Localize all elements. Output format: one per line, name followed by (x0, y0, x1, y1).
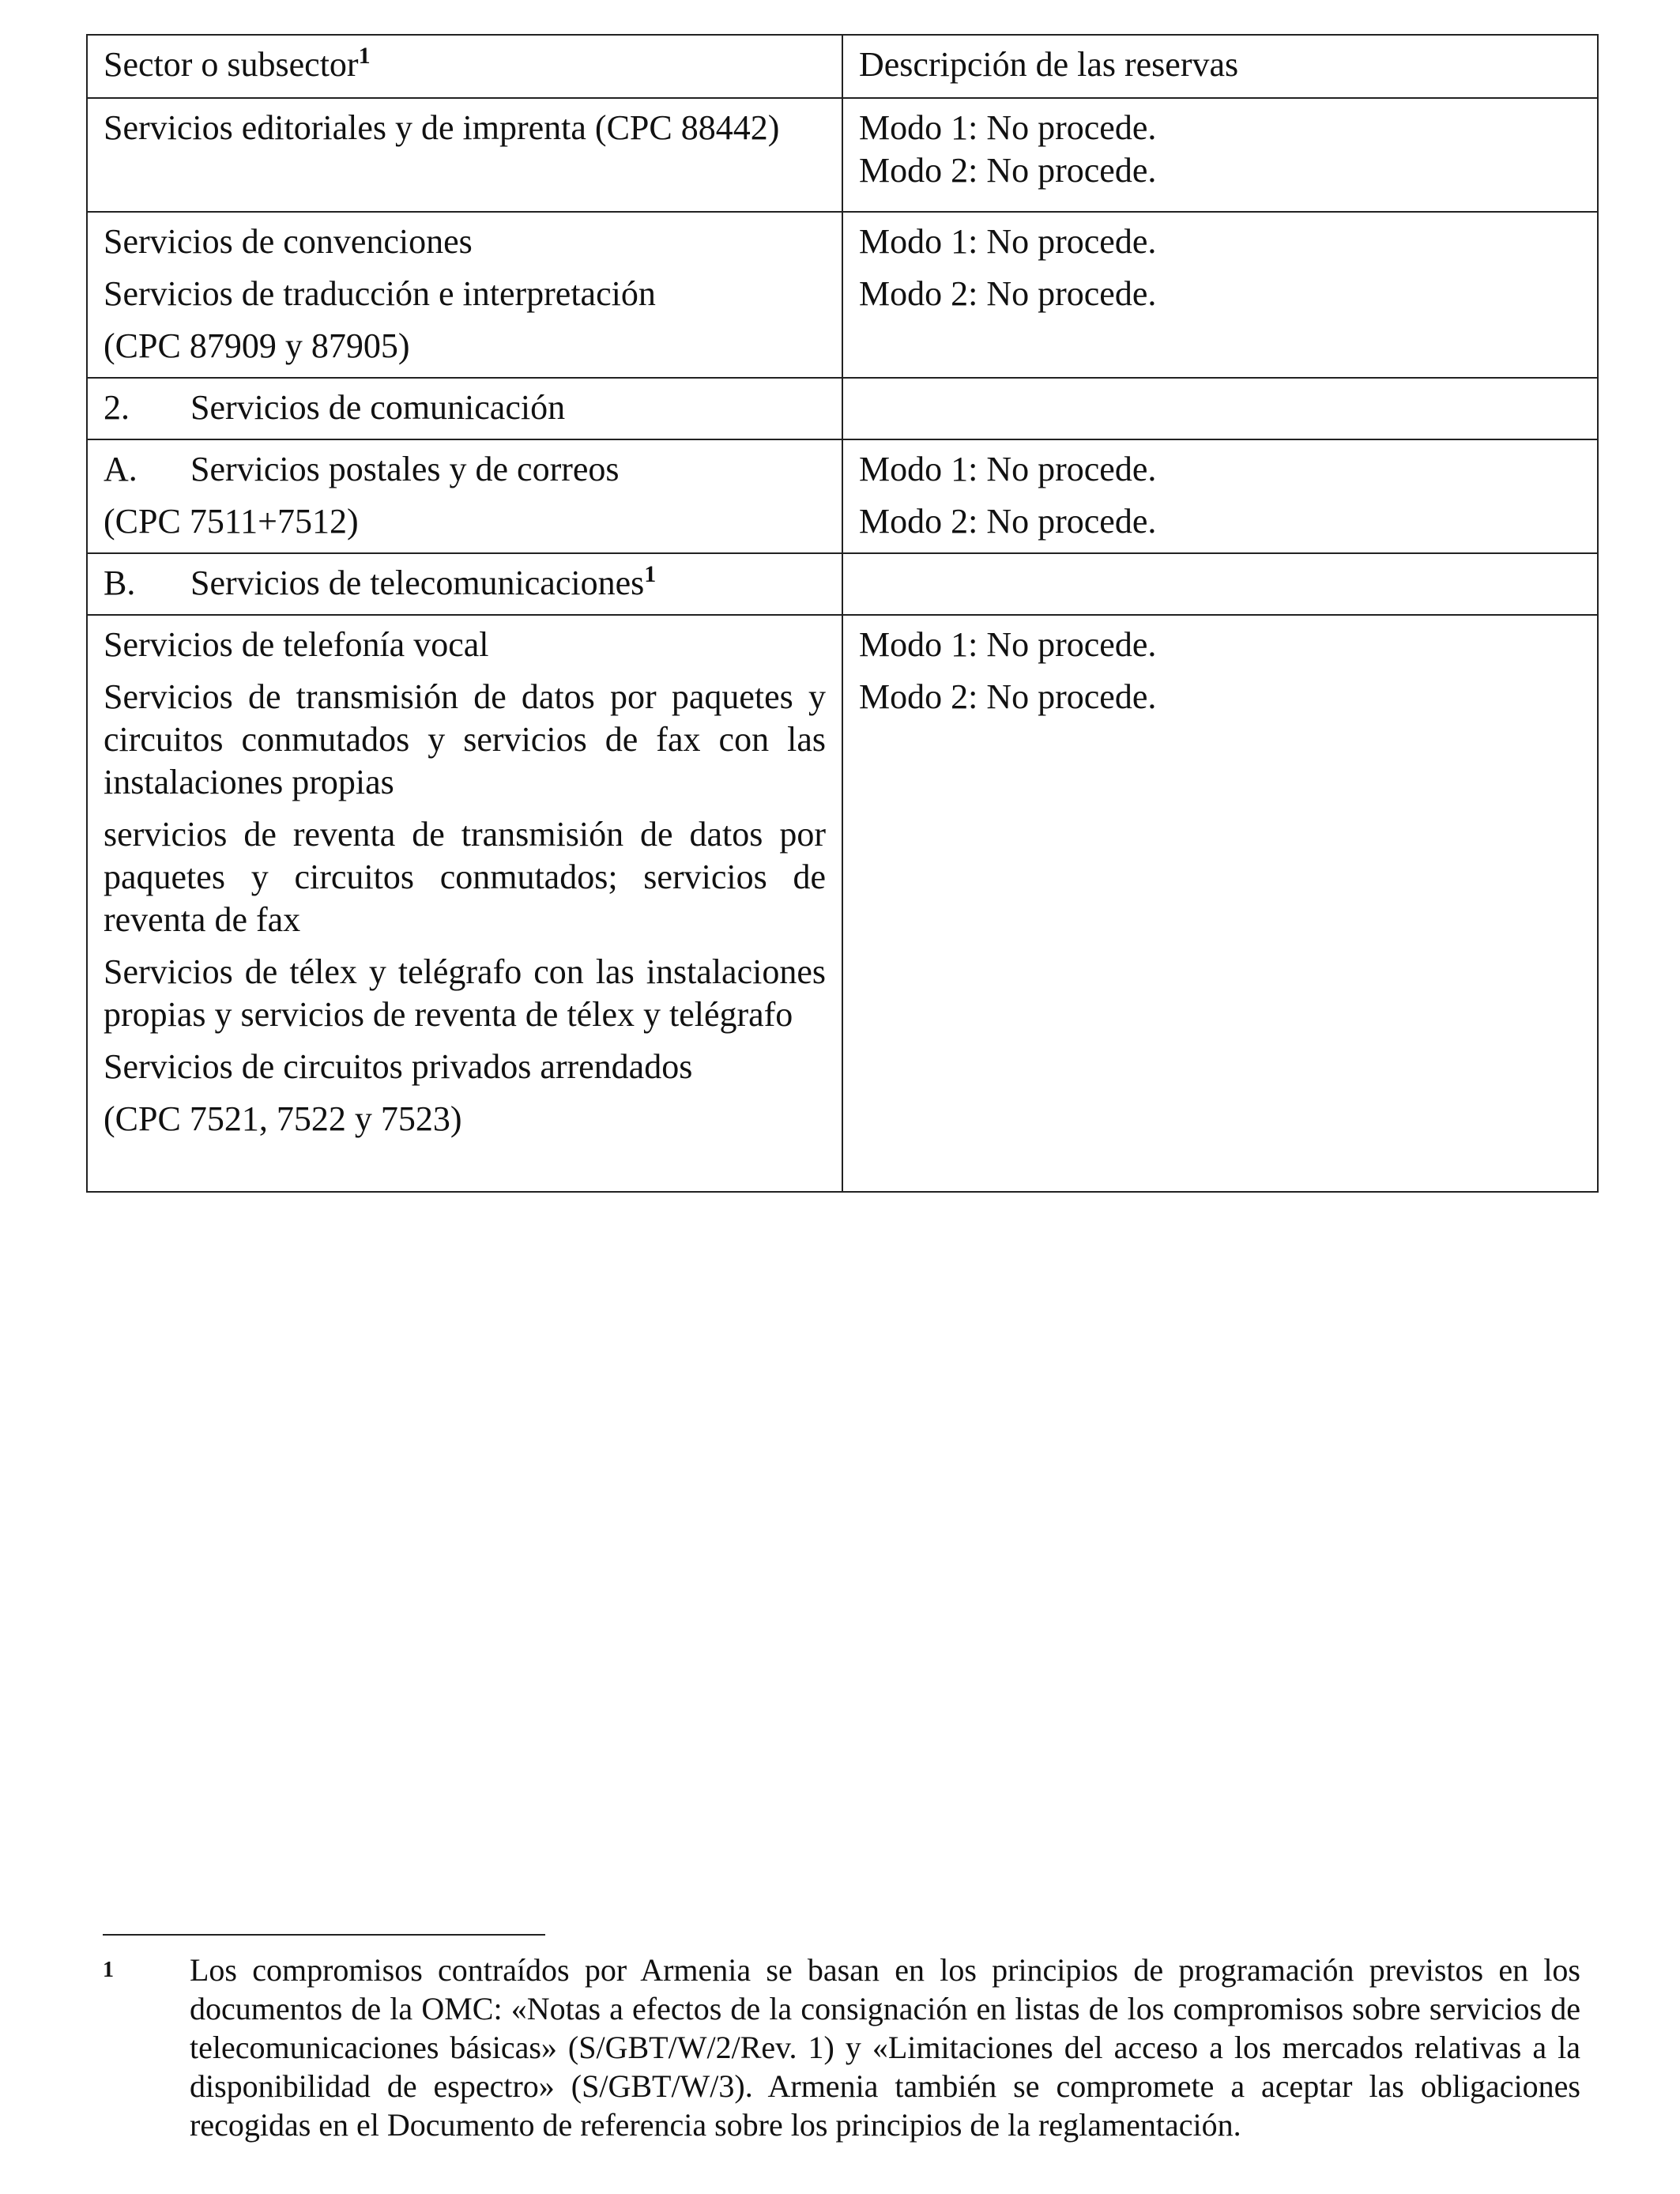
description-cell-empty (842, 378, 1598, 439)
sector-cell (87, 212, 842, 378)
description-cell (842, 98, 1598, 212)
mode-1-text: Modo 1: No procede. (859, 108, 1157, 147)
table-row (87, 212, 1598, 378)
table-row (87, 98, 1598, 212)
sector-text: Servicios de circuitos privados arrendados (104, 1047, 693, 1086)
footnote-ref: 1 (644, 561, 657, 587)
mode-2-text: Modo 2: No procede. (859, 274, 1157, 313)
description-cell (842, 212, 1598, 378)
sector-text: Servicios de convenciones (104, 222, 473, 261)
section-number: 2. (104, 388, 130, 427)
description-cell-empty (842, 553, 1598, 615)
header-sector (87, 35, 842, 98)
table-row (87, 378, 1598, 439)
sector-text: Servicios de traducción e interpretación (104, 274, 656, 313)
mode-2-text: Modo 2: No procede. (859, 677, 1157, 716)
header-description (842, 35, 1598, 98)
sector-cell (87, 98, 842, 212)
sector-cell (87, 615, 842, 1192)
header-description-label: Descripción de las reservas (859, 45, 1239, 84)
mode-2-text: Modo 2: No procede. (859, 502, 1157, 541)
mode-1-text: Modo 1: No procede. (859, 450, 1157, 488)
sector-text: Servicios de télex y telégrafo con las instalaciones propias y servicios de reventa de télex y telégrafo (104, 952, 826, 1034)
subsection-letter: A. (104, 450, 137, 488)
table-header-row (87, 35, 1598, 98)
sector-code: (CPC 87909 y 87905) (104, 326, 410, 365)
footnote-ref: 1 (358, 43, 371, 69)
subsection-title: Servicios de telecomunicaciones (190, 564, 645, 602)
sector-cell (87, 439, 842, 553)
table-row (87, 615, 1598, 1192)
header-sector-label: Sector o subsector (104, 45, 359, 84)
description-cell (842, 615, 1598, 1192)
sector-text: Servicios de telefonía vocal (104, 625, 489, 664)
sector-cell (87, 553, 842, 615)
reservations-table (86, 34, 1599, 1193)
mode-2-text: Modo 2: No procede. (859, 151, 1157, 190)
footnote-separator (103, 1934, 545, 1936)
footnote-text: Los compromisos contraídos por Armenia se basan en los principios de programación previstos en los documentos de la OMC: «Notas a efectos de la consignación en listas de los compromisos sobre servicios de telecomunicaciones básicas» (S/GBT/W/2/Rev. 1) y «Limitaciones del acceso a los mercados relativas a la disponibilidad de espectro» (S/GBT/W/3). Armenia también se compromete a aceptar las obligaciones recogidas en el Documento de referencia sobre los principios de la reglamentación. (190, 1952, 1580, 2143)
mode-1-text: Modo 1: No procede. (859, 625, 1157, 664)
table-row (87, 553, 1598, 615)
section-cell (87, 378, 842, 439)
footnote-mark: 1 (103, 1958, 114, 1982)
section-title: Servicios de comunicación (190, 388, 566, 427)
sector-code: (CPC 7521, 7522 y 7523) (104, 1099, 462, 1138)
table-row (87, 439, 1598, 553)
mode-1-text: Modo 1: No procede. (859, 222, 1157, 261)
sector-text: Servicios de transmisión de datos por paquetes y circuitos conmutados y servicios de fax con las instalaciones propias (104, 677, 826, 801)
footnote (103, 1951, 1580, 2144)
subsection-title: Servicios postales y de correos (190, 450, 620, 488)
description-cell (842, 439, 1598, 553)
sector-text: servicios de reventa de transmisión de datos por paquetes y circuitos conmutados; servicios de reventa de fax (104, 815, 826, 939)
sector-text: Servicios editoriales y de imprenta (CPC 88442) (104, 108, 780, 147)
subsection-letter: B. (104, 564, 136, 602)
sector-code: (CPC 7511+7512) (104, 502, 359, 541)
